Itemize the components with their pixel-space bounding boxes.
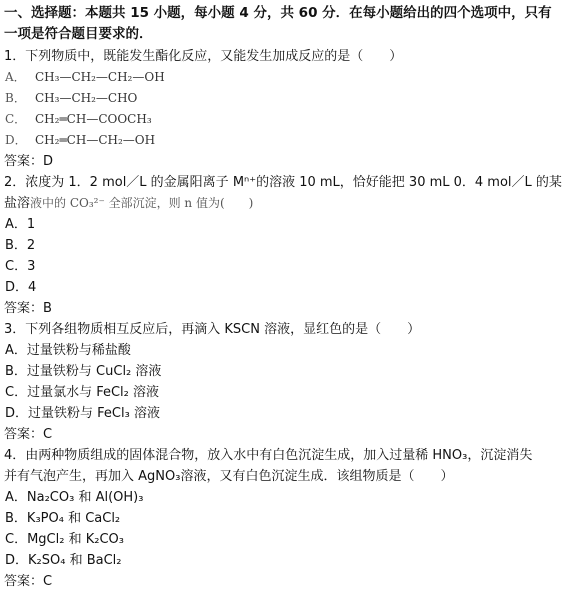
- question-2-stem-line2: [4, 193, 567, 214]
- question-2-option-d: D．4: [5, 280, 37, 295]
- question-3-stem: 3．下列各组物质相互反应后，再滴入 KSCN 溶液，显红色的是（ ）: [4, 322, 421, 337]
- exam-page: [4, 3, 567, 592]
- option-letter: C．: [5, 112, 27, 126]
- question-4-answer: 答案：C: [4, 574, 53, 589]
- question-3-option-a: A．过量铁粉与稀盐酸: [5, 343, 131, 358]
- question-1-stem: 1．下列物质中，既能发生酯化反应，又能发生加成反应的是（ ）: [4, 49, 403, 64]
- question-2-stem-line2-a: 盐溶: [4, 196, 31, 211]
- option-text: CH₃—CH₂—CHO: [35, 91, 138, 105]
- question-1-option-b: [4, 88, 567, 109]
- option-text: CH₂═CH—COOCH₃: [35, 112, 152, 126]
- question-3-option-c: C．过量氯水与 FeCl₂ 溶液: [5, 385, 160, 400]
- question-4-option-b: B．K₃PO₄ 和 CaCl₂: [5, 511, 121, 526]
- question-4-stem-line1: 4．由两种物质组成的固体混合物，放入水中有白色沉淀生成，加入过量稀 HNO₃，沉淀消失: [4, 448, 533, 463]
- question-2-stem-line2-b: 液中的 CO₃²⁻ 全部沉淀，则 n 值为( ): [30, 196, 254, 210]
- option-letter: D．: [5, 133, 27, 147]
- question-2: [4, 172, 567, 319]
- question-4-option-d: D．K₂SO₄ 和 BaCl₂: [5, 553, 122, 568]
- question-3-option-d: D．过量铁粉与 FeCl₃ 溶液: [5, 406, 160, 421]
- question-1-option-d: [4, 130, 567, 151]
- question-2-stem-line1: 2．浓度为 1．2 mol／L 的金属阳离子 Mⁿ⁺的溶液 10 mL，恰好能把 30 mL 0．4 mol／L 的某: [4, 175, 562, 190]
- question-2-option-b: B．2: [5, 238, 36, 253]
- question-4-stem-line2: 并有气泡产生，再加入 AgNO₃溶液，又有白色沉淀生成．该组物质是（ ）: [4, 469, 454, 484]
- question-1: [4, 46, 567, 172]
- question-1-option-a: [4, 67, 567, 88]
- section-header-line2: 一项是符合题目要求的．: [4, 26, 153, 42]
- question-3-option-b: B．过量铁粉与 CuCl₂ 溶液: [5, 364, 162, 379]
- question-3: [4, 319, 567, 445]
- question-2-option-c: C．3: [5, 259, 36, 274]
- question-1-option-c: [4, 109, 567, 130]
- question-4: [4, 445, 567, 592]
- option-letter: B．: [5, 91, 26, 105]
- question-4-option-c: C．MgCl₂ 和 K₂CO₃: [5, 532, 124, 547]
- section-header: [4, 3, 567, 45]
- option-text: CH₂═CH—CH₂—OH: [35, 133, 156, 147]
- question-3-answer: 答案：C: [4, 427, 53, 442]
- option-letter: A．: [5, 70, 26, 84]
- section-header-line1: 一、选择题：本题共 15 小题，每小题 4 分，共 60 分．在每小题给出的四个选项中，只有: [4, 5, 552, 21]
- question-2-answer: 答案：B: [4, 301, 52, 316]
- question-2-option-a: A．1: [5, 217, 36, 232]
- question-4-option-a: A．Na₂CO₃ 和 Al(OH)₃: [5, 490, 144, 505]
- question-1-answer: 答案：D: [4, 154, 54, 169]
- option-text: CH₃—CH₂—CH₂—OH: [35, 70, 165, 84]
